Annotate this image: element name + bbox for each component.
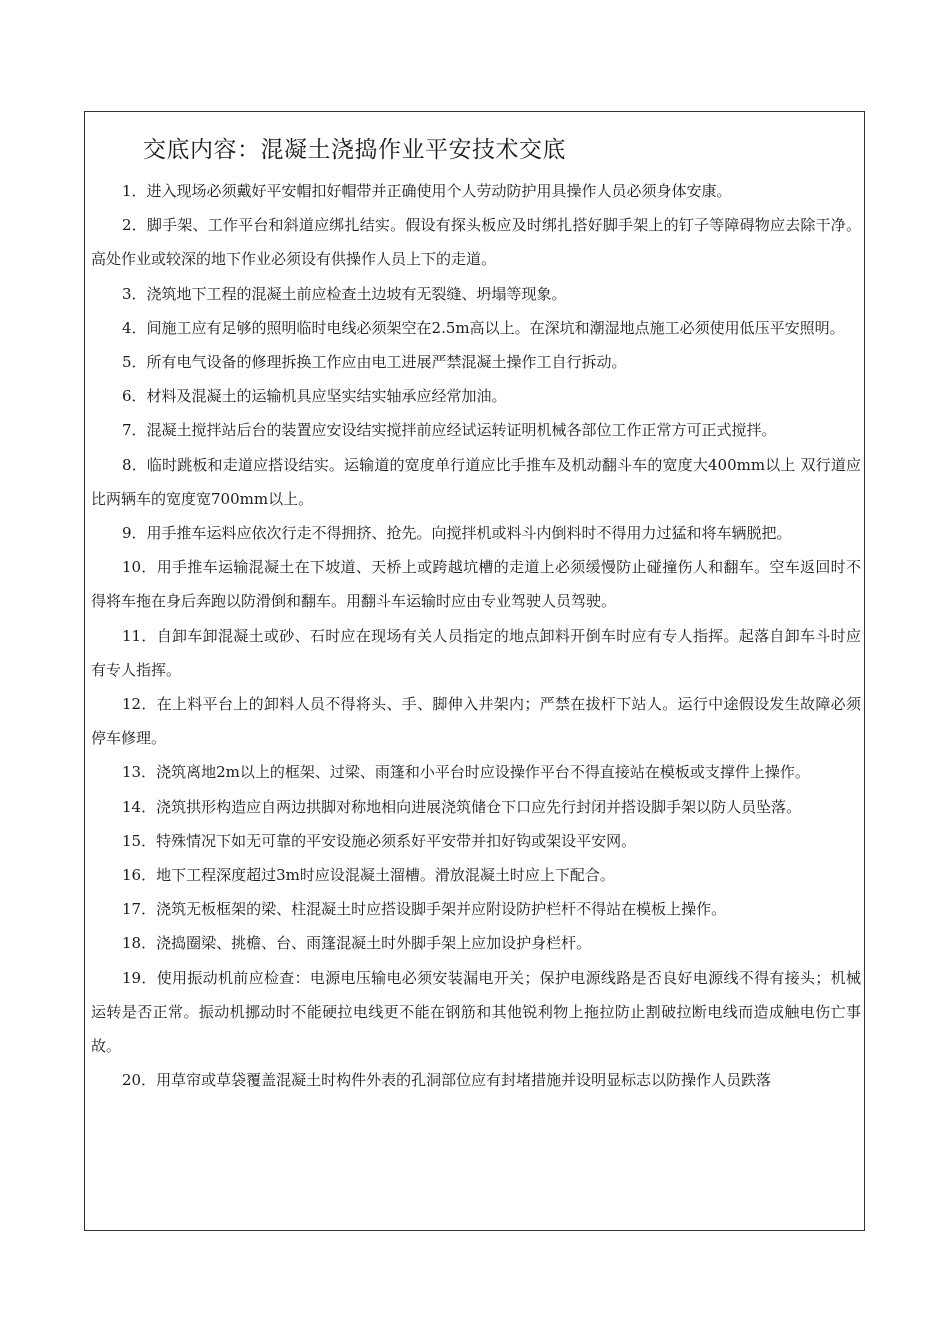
list-item: 11．自卸车卸混凝土或砂、石时应在现场有关人员指定的地点卸料开倒车时应有专人指挥。起落自卸车斗时应有专人指挥。: [91, 626, 861, 679]
document-title: 交底内容：混凝土浇捣作业平安技术交底: [143, 137, 566, 163]
list-item: 7．混凝土搅拌站后台的装置应安设结实搅拌前应经试运转证明机械各部位工作正常方可正式搅拌。: [122, 421, 777, 440]
list-item: 18．浇捣圈梁、挑檐、台、雨篷混凝土时外脚手架上应加设护身栏杆。: [122, 934, 592, 953]
list-item: 8．临时跳板和走道应搭设结实。运输道的宽度单行道应比手推车及机动翻斗车的宽度大400mm以上 双行道应比两辆车的宽度宽700mm以上。: [91, 455, 861, 508]
list-item: 14．浇筑拱形构造应自两边拱脚对称地相向进展浇筑储仓下口应先行封闭并搭设脚手架以防人员坠落。: [122, 797, 802, 816]
list-item: 4．间施工应有足够的照明临时电线必须架空在2.5m高以上。在深坑和潮湿地点施工必须使用低压平安照明。: [122, 318, 845, 337]
list-item: 6．材料及混凝土的运输机具应坚实结实轴承应经常加油。: [122, 387, 507, 406]
list-item: 19．使用振动机前应检查：电源电压输电必须安装漏电开关；保护电源线路是否良好电源线不得有接头；机械运转是否正常。振动机挪动时不能硬拉电线更不能在钢筋和其他锐利物上拖拉防止割破拉断电线而造成触电伤亡事故。: [91, 968, 861, 1056]
list-item: 17．浇筑无板框架的梁、柱混凝土时应搭设脚手架并应附设防护栏杆不得站在模板上操作。: [122, 900, 727, 919]
list-item: 15．特殊情况下如无可靠的平安设施必须系好平安带并扣好钩或架设平安网。: [122, 831, 637, 850]
list-item: 13．浇筑离地2m以上的框架、过梁、雨篷和小平台时应设操作平台不得直接站在模板或支撑件上操作。: [122, 763, 810, 782]
list-item: 9．用手推车运料应依次行走不得拥挤、抢先。向搅拌机或料斗内倒料时不得用力过猛和将车辆脱把。: [122, 524, 792, 543]
list-item: 1．进入现场必须戴好平安帽扣好帽带并正确使用个人劳动防护用具操作人员必须身体安康。: [122, 182, 732, 200]
list-item: 20．用草帘或草袋覆盖混凝土时构件外表的孔洞部位应有封堵措施并设明显标志以防操作人员跌落: [122, 1071, 772, 1090]
list-item: 2．脚手架、工作平台和斜道应绑扎结实。假设有探头板应及时绑扎搭好脚手架上的钉子等障碍物应去除干净。高处作业或较深的地下作业必须设有供操作人员上下的走道。: [91, 216, 861, 269]
list-item: 16．地下工程深度超过3m时应设混凝土溜槽。滑放混凝土时应上下配合。: [122, 866, 615, 885]
list-item: 12．在上料平台上的卸料人员不得将头、手、脚伸入井架内；严禁在拔杆下站人。运行中途假设发生故障必须停车修理。: [91, 695, 861, 748]
instruction-list: [91, 174, 861, 1097]
list-item: 10．用手推车运输混凝土在下坡道、天桥上或跨越坑槽的走道上必须缓慢防止碰撞伤人和翻车。空车返回时不得将车拖在身后奔跑以防滑倒和翻车。用翻斗车运输时应由专业驾驶人员驾驶。: [91, 558, 861, 611]
list-item: 5．所有电气设备的修理拆换工作应由电工进展严禁混凝土操作工自行拆动。: [122, 353, 627, 372]
list-item: 3．浇筑地下工程的混凝土前应检查土边坡有无裂缝、坍塌等现象。: [122, 284, 567, 303]
